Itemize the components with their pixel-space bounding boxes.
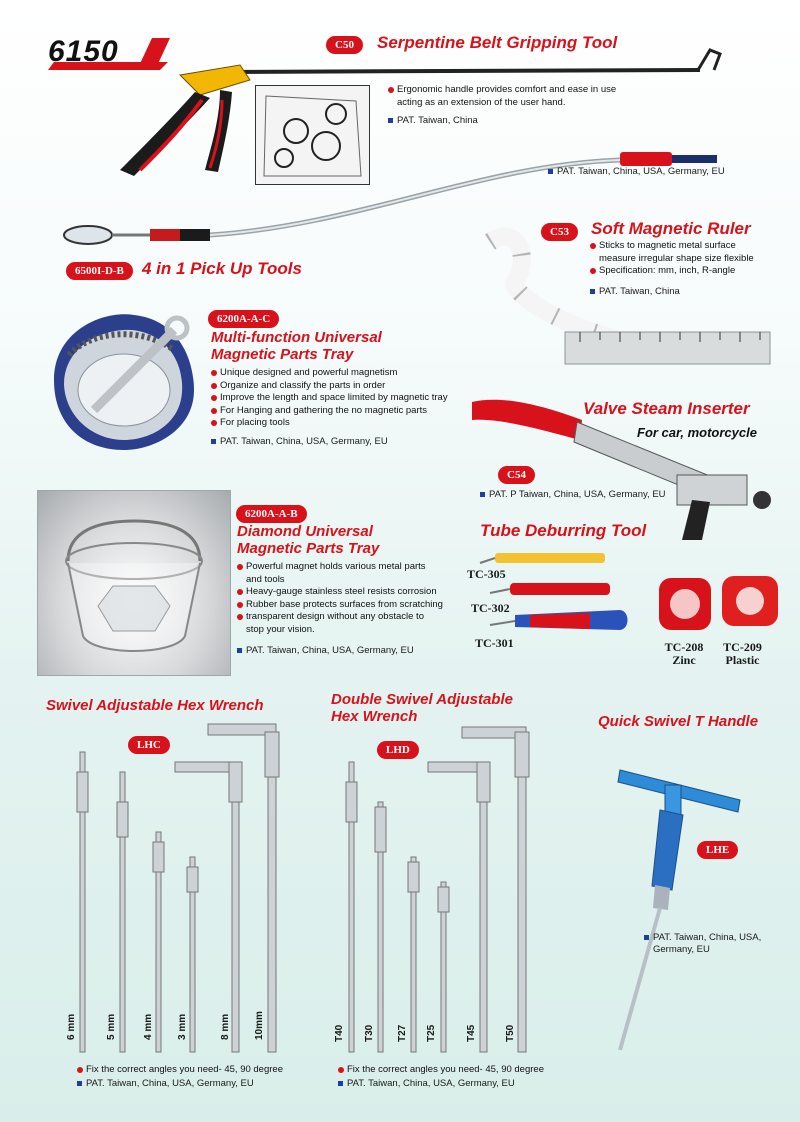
lhe-code: LHE xyxy=(697,841,738,859)
deburr-title: Tube Deburring Tool xyxy=(480,521,647,540)
deburr-code-2: TC-302 xyxy=(471,601,510,615)
multi-tray-title-line2: Magnetic Parts Tray xyxy=(211,345,354,363)
diamond-tray-bullets xyxy=(237,561,443,636)
ruler-code: C53 xyxy=(541,223,578,241)
lhc-code: LHC xyxy=(128,736,170,754)
lhc-size-label: 10mm xyxy=(254,1011,265,1040)
bullet: Heavy-gauge stainless steel resists corrosion xyxy=(237,586,443,599)
cutter-1-code: TC-208 xyxy=(664,640,704,654)
lhc-size-label: 8 mm xyxy=(220,1013,231,1040)
serpentine-pat: PAT. Taiwan, China xyxy=(388,115,478,127)
bullet: Unique designed and powerful magnetism xyxy=(211,367,448,380)
multi-tray-image xyxy=(44,300,204,460)
lhe-pat-line2: Germany, EU xyxy=(653,944,710,955)
bullet: Specification: mm, inch, R-angle xyxy=(590,265,754,278)
bullet: Improve the length and space limited by magnetic tray xyxy=(211,392,448,405)
diamond-tray-photo xyxy=(37,490,231,676)
lhc-note xyxy=(77,1064,283,1077)
pickup-title: 4 in 1 Pick Up Tools xyxy=(142,259,302,278)
lhd-title xyxy=(331,692,513,725)
bullet: stop your vision. xyxy=(246,623,315,635)
bullet: For placing tools xyxy=(211,417,448,430)
deburr-code-3: TC-301 xyxy=(475,636,514,650)
lhd-size-label: T45 xyxy=(466,1024,477,1042)
cutter-2-caption xyxy=(720,641,765,667)
valve-pat: PAT. P Taiwan, China, USA, Germany, EU xyxy=(480,489,666,501)
valve-title: Valve Steam Inserter xyxy=(583,399,750,418)
lhc-size-label: 3 mm xyxy=(177,1013,188,1040)
multi-tray-bullets xyxy=(211,367,448,430)
diamond-tray-title-line1: Diamond Universal xyxy=(237,523,373,540)
bullet: and tools xyxy=(246,573,285,585)
lhd-size-label: T30 xyxy=(364,1024,375,1042)
serpentine-code: C50 xyxy=(326,36,363,54)
bullet: Organize and classify the parts in order xyxy=(211,380,448,393)
lhe-pat-line1: PAT. Taiwan, China, USA, xyxy=(644,932,761,944)
pickup-code: 6500I-D-B xyxy=(66,262,133,280)
bullet: acting as an extension of the user hand. xyxy=(397,96,566,108)
cutter-1-material: Zinc xyxy=(672,653,696,667)
deburr-tools-image xyxy=(470,545,640,640)
lhc-size-label: 4 mm xyxy=(143,1013,154,1040)
brand-number: 6150 xyxy=(48,35,119,68)
cutter-2-material: Plastic xyxy=(725,653,760,667)
multi-tray-pat: PAT. Taiwan, China, USA, Germany, EU xyxy=(211,436,388,448)
lhd-size-label: T25 xyxy=(426,1024,437,1042)
bullet: Fix the correct angles you need- 45, 90 degree xyxy=(338,1064,544,1077)
lhd-size-label: T40 xyxy=(334,1024,345,1042)
lhc-pat: PAT. Taiwan, China, USA, Germany, EU xyxy=(77,1078,254,1090)
diamond-tray-pat: PAT. Taiwan, China, USA, Germany, EU xyxy=(237,645,414,657)
cutter-1-caption xyxy=(664,641,704,667)
ruler-bullets xyxy=(590,240,754,278)
lhc-size-label: 6 mm xyxy=(66,1013,77,1040)
bullet: Fix the correct angles you need- 45, 90 degree xyxy=(77,1064,283,1077)
lhd-wrenches-image xyxy=(340,722,550,1062)
lhd-pat: PAT. Taiwan, China, USA, Germany, EU xyxy=(338,1078,515,1090)
diamond-tray-title-line2: Magnetic Parts Tray xyxy=(237,539,380,557)
lhe-t-handle-image xyxy=(560,740,770,1060)
lhe-pat xyxy=(644,932,761,956)
deburr-code-1: TC-305 xyxy=(467,567,506,581)
multi-tray-title xyxy=(211,330,382,363)
lhd-code: LHD xyxy=(377,741,419,759)
lhc-size-label: 5 mm xyxy=(106,1013,117,1040)
lhc-title: Swivel Adjustable Hex Wrench xyxy=(46,697,264,714)
lhe-title: Quick Swivel T Handle xyxy=(598,713,759,730)
serpentine-title: Serpentine Belt Gripping Tool xyxy=(377,33,618,52)
bullet: Powerful magnet holds various metal parts xyxy=(237,561,443,574)
lhd-size-label: T50 xyxy=(505,1024,516,1042)
diamond-tray-title xyxy=(237,524,379,557)
lhd-note xyxy=(338,1064,544,1077)
lhd-title-line1: Double Swivel Adjustable xyxy=(331,691,513,708)
multi-tray-code: 6200A-A-C xyxy=(208,310,279,328)
valve-subtitle: For car, motorcycle xyxy=(637,425,757,440)
lhd-size-label: T27 xyxy=(397,1024,408,1042)
multi-tray-title-line1: Multi-function Universal xyxy=(211,329,382,346)
serpentine-bullets xyxy=(388,84,616,109)
bullet: Ergonomic handle provides comfort and ease in use xyxy=(388,84,616,97)
tube-cutter-image xyxy=(656,570,786,640)
bullet: For Hanging and gathering the no magnetic parts xyxy=(211,405,448,418)
ruler-pat: PAT. Taiwan, China xyxy=(590,286,680,298)
bullet: Sticks to magnetic metal surface xyxy=(590,240,754,253)
cutter-2-code: TC-209 xyxy=(723,640,762,654)
pickup-pat: PAT. Taiwan, China, USA, Germany, EU xyxy=(548,166,725,178)
bullet: Rubber base protects surfaces from scratching xyxy=(237,599,443,612)
lhd-title-line2: Hex Wrench xyxy=(331,707,418,725)
bullet: transparent design without any obstacle to xyxy=(237,611,443,624)
ruler-title: Soft Magnetic Ruler xyxy=(591,219,751,238)
diamond-tray-code: 6200A-A-B xyxy=(236,505,307,523)
valve-code: C54 xyxy=(498,466,535,484)
bullet: measure irregular shape size flexible xyxy=(599,252,754,264)
